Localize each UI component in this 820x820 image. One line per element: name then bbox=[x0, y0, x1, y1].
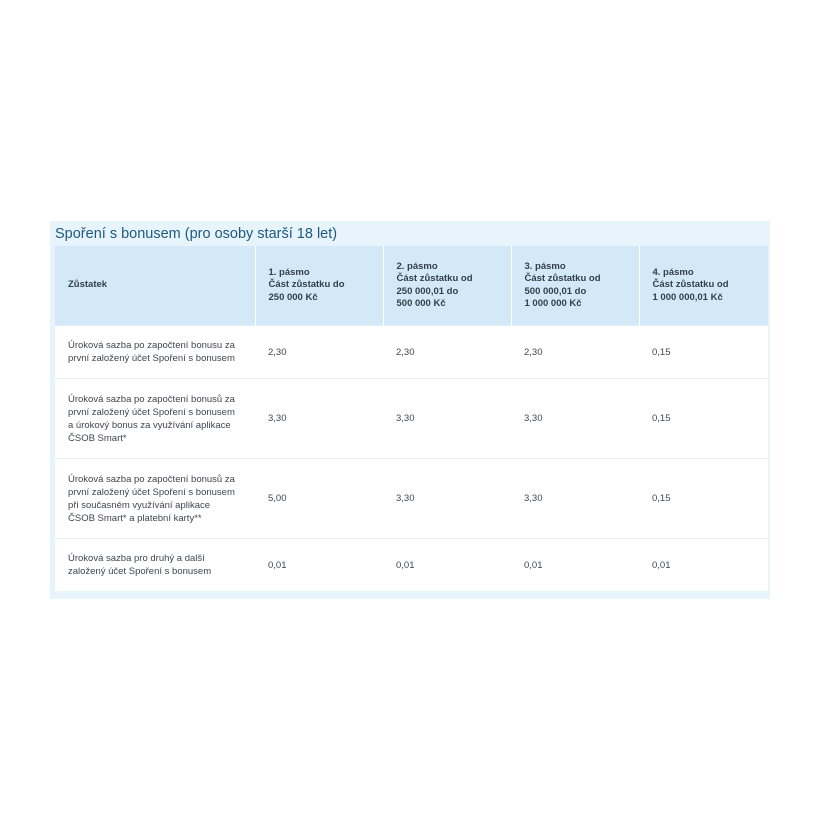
header-balance: Zůstatek bbox=[55, 246, 255, 326]
row-label: Úroková sazba po započtení bonusu za první založený účet Spoření s bonusem bbox=[55, 326, 255, 379]
section-title: Spoření s bonusem (pro osoby starší 18 let) bbox=[55, 226, 338, 242]
rate-cell: 5,00 bbox=[255, 459, 383, 539]
header-band-1: 1. pásmo Část zůstatku do 250 000 Kč bbox=[255, 246, 383, 326]
table-header-row bbox=[55, 246, 768, 326]
header-band-2: 2. pásmo Část zůstatku od 250 000,01 do 500 000 Kč bbox=[383, 246, 511, 326]
rate-cell: 3,30 bbox=[511, 459, 639, 539]
rate-cell: 0,01 bbox=[639, 539, 768, 592]
table-row bbox=[55, 326, 768, 379]
savings-rates-panel bbox=[50, 221, 770, 599]
rate-cell: 3,30 bbox=[511, 379, 639, 459]
row-label: Úroková sazba pro druhý a další založený účet Spoření s bonusem bbox=[55, 539, 255, 592]
rate-cell: 0,15 bbox=[639, 459, 768, 539]
rate-cell: 0,15 bbox=[639, 326, 768, 379]
interest-rates-table bbox=[55, 246, 768, 591]
table-row bbox=[55, 379, 768, 459]
rate-cell: 3,30 bbox=[255, 379, 383, 459]
rate-cell: 3,30 bbox=[383, 459, 511, 539]
rate-cell: 2,30 bbox=[511, 326, 639, 379]
header-band-3: 3. pásmo Část zůstatku od 500 000,01 do 1 000 000 Kč bbox=[511, 246, 639, 326]
table-row bbox=[55, 539, 768, 592]
rate-cell: 0,01 bbox=[511, 539, 639, 592]
row-label: Úroková sazba po započtení bonusů za první založený účet Spoření s bonusem a úrokový bonus za využívání aplikace ČSOB Smart* bbox=[55, 379, 255, 459]
header-band-4: 4. pásmo Část zůstatku od 1 000 000,01 Kč bbox=[639, 246, 768, 326]
rate-cell: 0,01 bbox=[383, 539, 511, 592]
rate-cell: 0,01 bbox=[255, 539, 383, 592]
rate-cell: 2,30 bbox=[255, 326, 383, 379]
table-row bbox=[55, 459, 768, 539]
rate-cell: 2,30 bbox=[383, 326, 511, 379]
row-label: Úroková sazba po započtení bonusů za první založený účet Spoření s bonusem při současném využívání aplikace ČSOB Smart* a platební karty** bbox=[55, 459, 255, 539]
rate-cell: 3,30 bbox=[383, 379, 511, 459]
rate-cell: 0,15 bbox=[639, 379, 768, 459]
